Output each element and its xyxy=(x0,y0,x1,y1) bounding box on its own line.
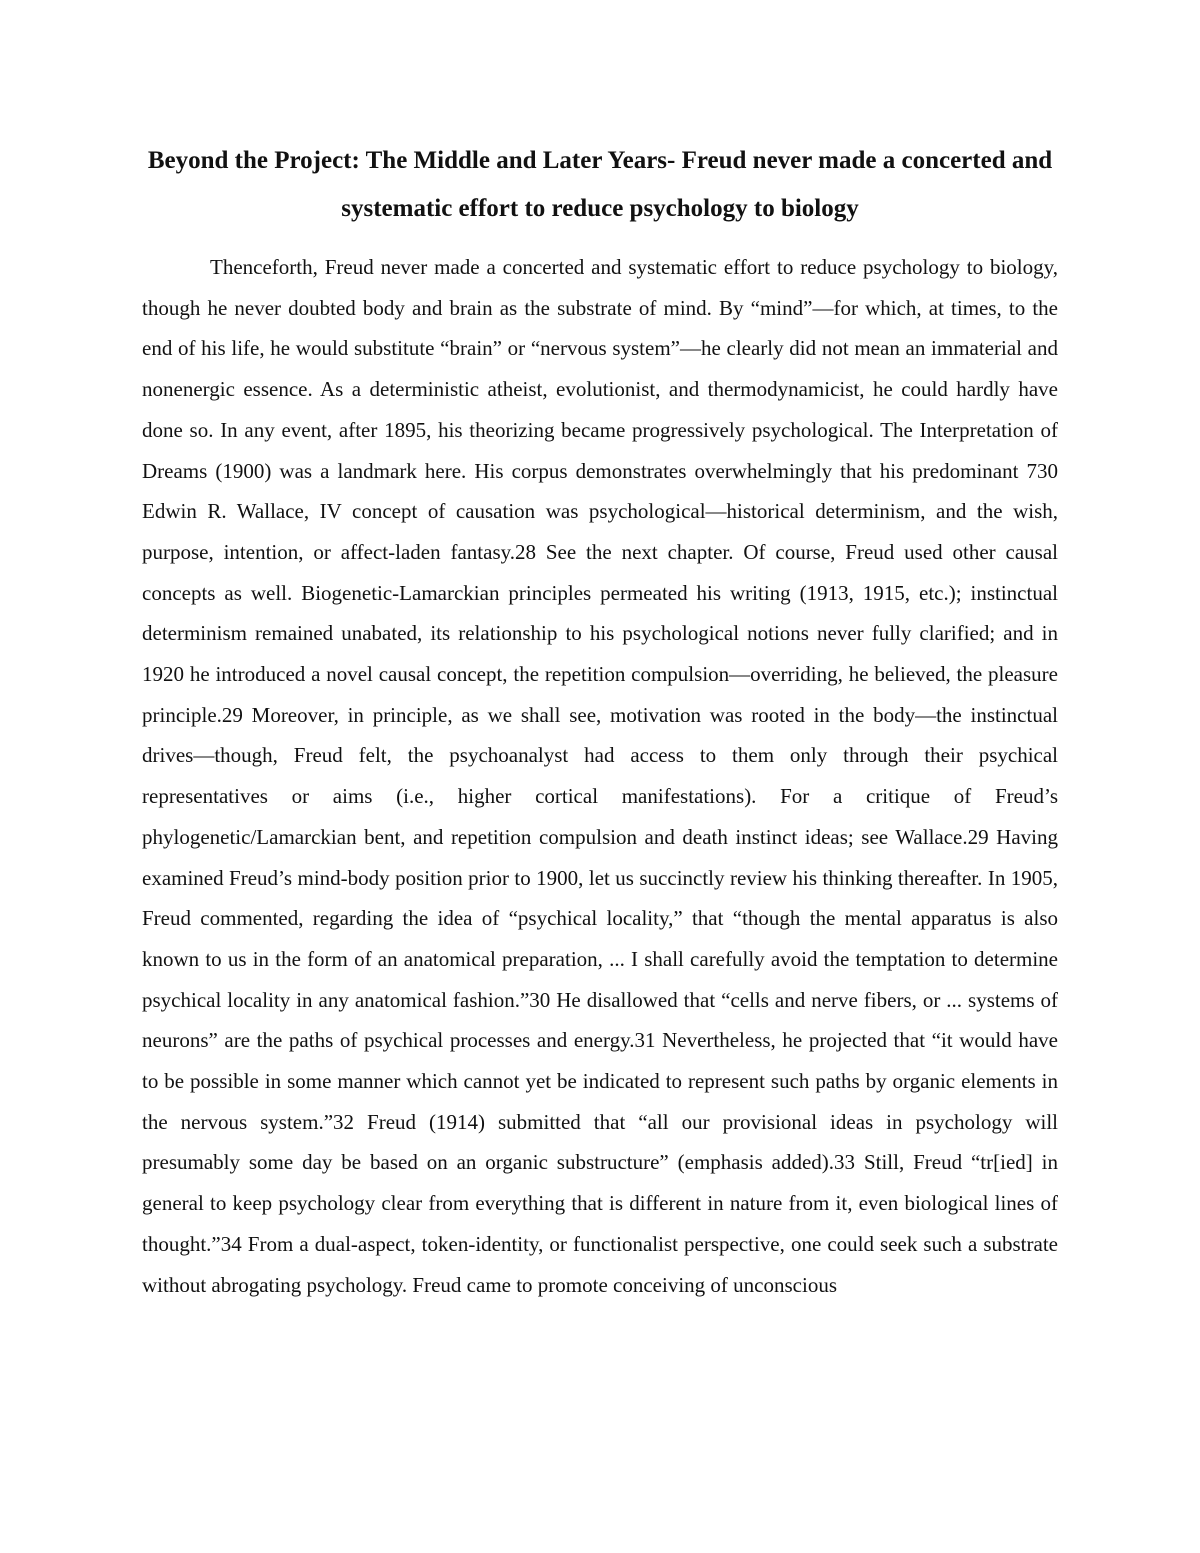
body-paragraph: Thenceforth, Freud never made a concerted and systematic effort to reduce psychology to biology, though he never doubted body and brain as the substrate of mind. By “mind”—for which, at times, to the end of his life, he would substitute “brain” or “nervous system”—he clearly did not mean an immaterial and nonenergic essence. As a deterministic atheist, evolutionist, and thermodynamicist, he could hardly have done so. In any event, after 1895, his theorizing became progressively psychological. The Interpretation of Dreams (1900) was a landmark here. His corpus demonstrates overwhelmingly that his predominant 730 Edwin R. Wallace, IV concept of causation was psychological—historical determinism, and the wish, purpose, intention, or affect-laden fantasy.28 See the next chapter. Of course, Freud used other causal concepts as well. Biogenetic-Lamarckian principles permeated his writing (1913, 1915, etc.); instinctual determinism remained unabated, its relationship to his psychological notions never fully clarified; and in 1920 he introduced a novel causal concept, the repetition compulsion—overriding, he believed, the pleasure principle.29 Moreover, in principle, as we shall see, motivation was rooted in the body—the instinctual drives—though, Freud felt, the psychoanalyst had access to them only through their psychical representatives or aims (i.e., higher cortical manifestations). For a critique of Freud’s phylogenetic/Lamarckian bent, and repetition compulsion and death instinct ideas; see Wallace.29 Having examined Freud’s mind-body position prior to 1900, let us succinctly review his thinking thereafter. In 1905, Freud commented, regarding the idea of “psychical locality,” that “though the mental apparatus is also known to us in the form of an anatomical preparation, ... I shall carefully avoid the temptation to determine psychical locality in any anatomical fashion.”30 He disallowed that “cells and nerve fibers, or ... systems of neurons” are the paths of psychical processes and energy.31 Nevertheless, he projected that “it would have to be possible in some manner which cannot yet be indicated to represent such paths by organic elements in the nervous system.”32 Freud (1914) submitted that “all our provisional ideas in psychology will presumably some day be based on an organic substructure” (emphasis added).33 Still, Freud “tr[ied] in general to keep psychology clear from everything that is different in nature from it, even biological lines of thought.”34 From a dual-aspect, token-identity, or functionalist perspective, one could seek such a substrate without abrogating psychology. Freud came to promote conceiving of unconscious xyxy=(142,255,1058,1297)
document-title: Beyond the Project: The Middle and Later Years- Freud never made a concerted and systematic effort to reduce psychology to biology xyxy=(147,147,1053,222)
